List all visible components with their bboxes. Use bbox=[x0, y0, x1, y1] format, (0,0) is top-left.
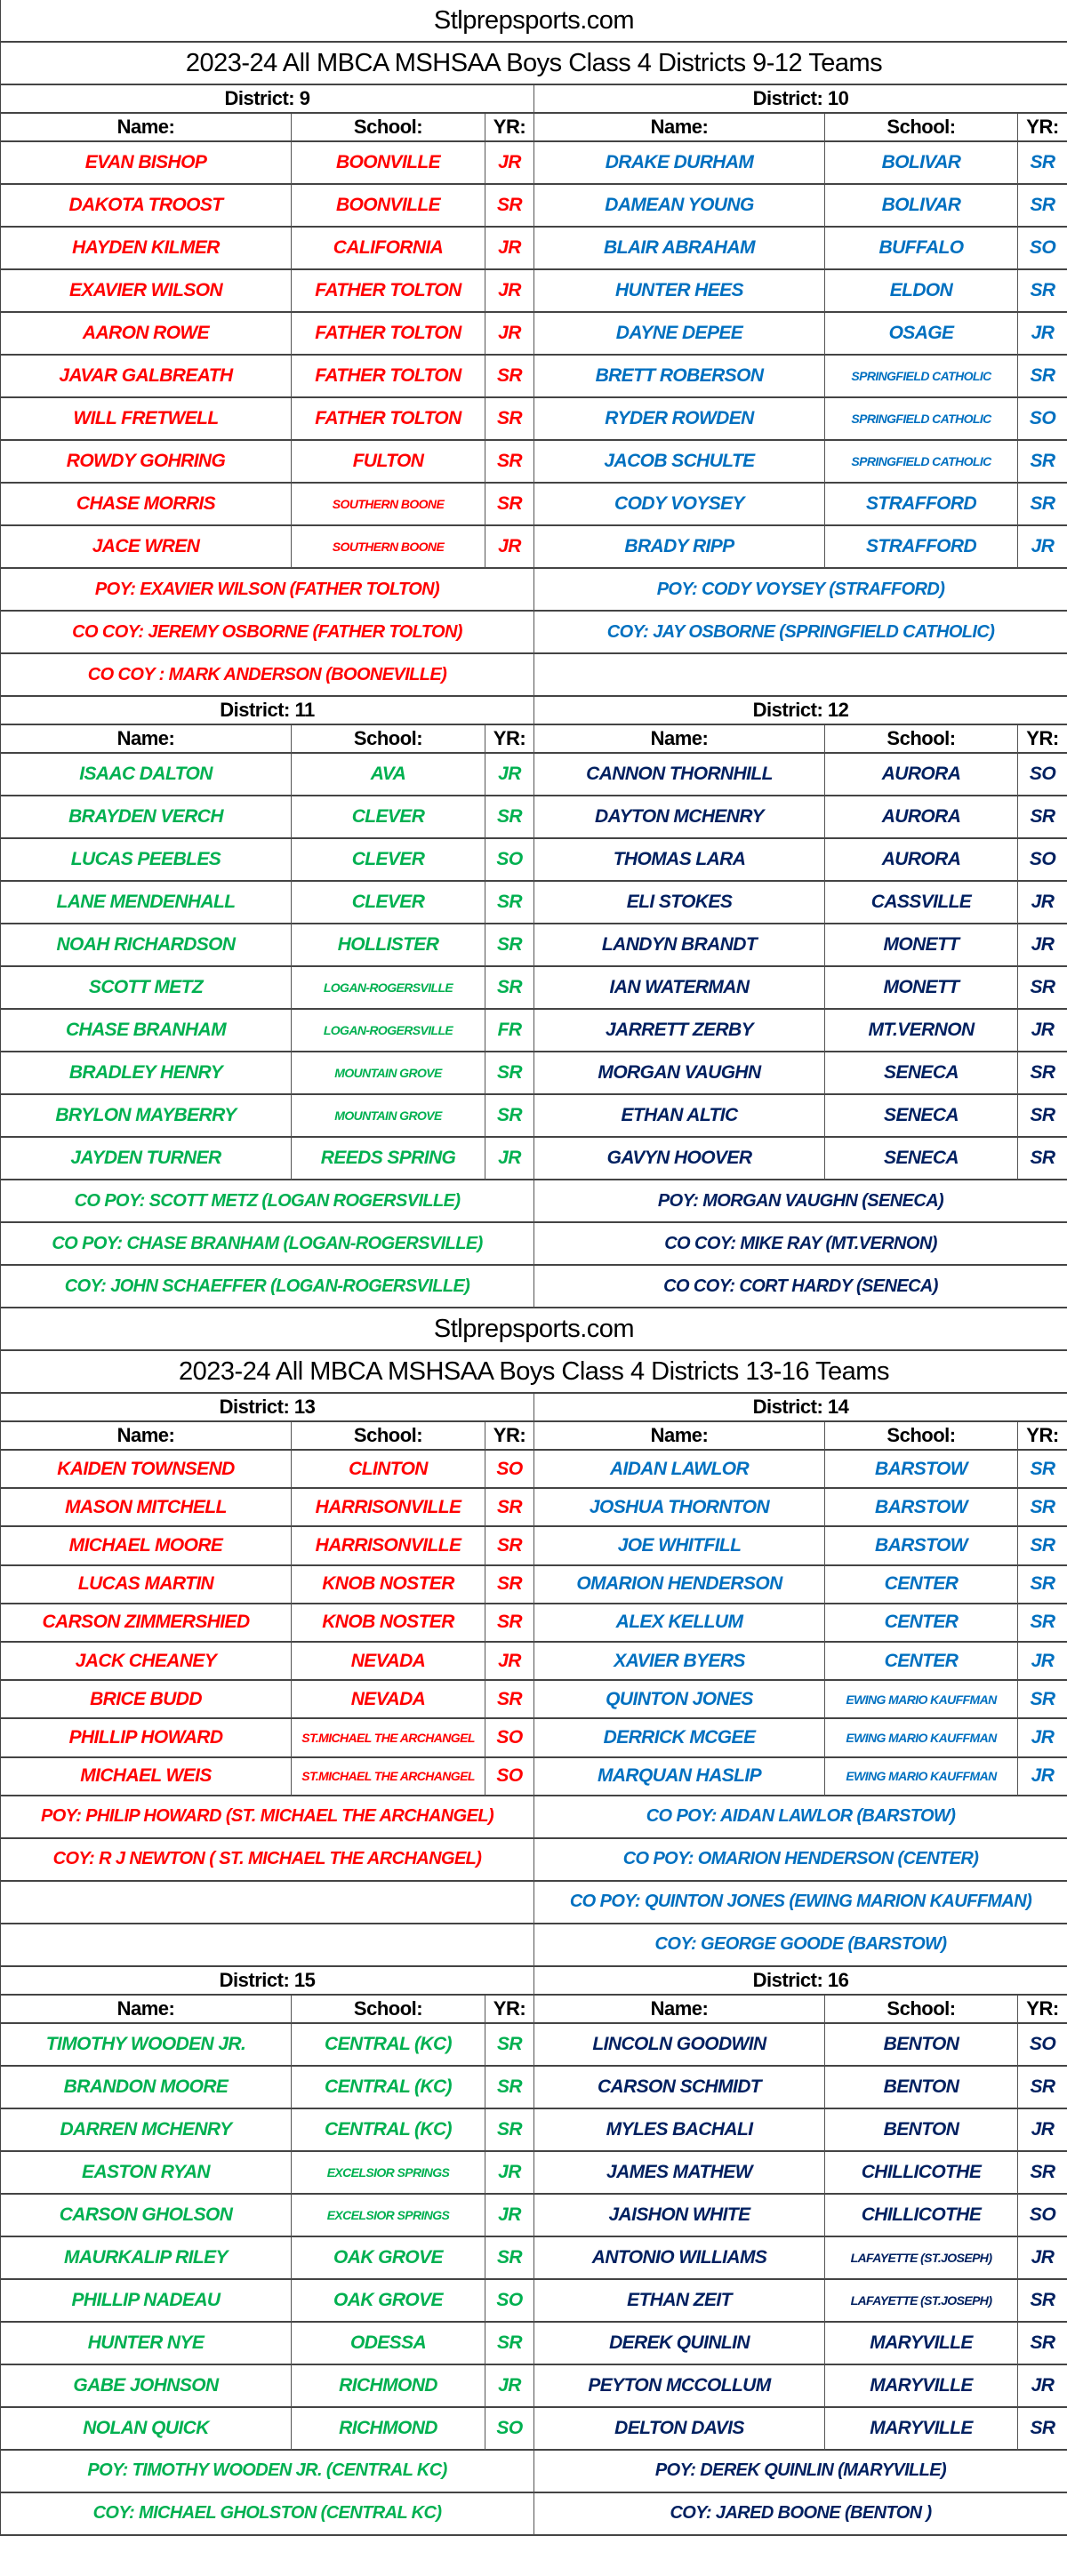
player-school: CLEVER bbox=[292, 796, 485, 839]
award-line: POY: MORGAN VAUGHN (SENECA) bbox=[534, 1180, 1067, 1223]
player-name: XAVIER BYERS bbox=[534, 1643, 825, 1681]
player-year: SR bbox=[1018, 2408, 1067, 2451]
award-line: POY: CODY VOYSEY (STRAFFORD) bbox=[534, 569, 1067, 612]
player-year: JR bbox=[485, 270, 534, 313]
player-year: SR bbox=[1018, 441, 1067, 484]
column-header-name: Name: bbox=[534, 1422, 825, 1451]
column-header-name: Name: bbox=[1, 725, 292, 754]
award-line: CO COY: CORT HARDY (SENECA) bbox=[534, 1266, 1067, 1308]
district-header: District: 13 bbox=[1, 1394, 534, 1422]
player-name: PHILLIP HOWARD bbox=[1, 1719, 292, 1757]
player-year: SR bbox=[485, 1489, 534, 1527]
player-name: PHILLIP NADEAU bbox=[1, 2280, 292, 2323]
player-school: BOONVILLE bbox=[292, 185, 485, 228]
player-year: SR bbox=[485, 924, 534, 967]
district-header: District: 16 bbox=[534, 1967, 1067, 1996]
player-school: LAFAYETTE (ST.JOSEPH) bbox=[825, 2237, 1018, 2280]
player-school: SPRINGFIELD CATHOLIC bbox=[825, 398, 1018, 441]
player-school: ST.MICHAEL THE ARCHANGEL bbox=[292, 1758, 485, 1796]
player-school: LAFAYETTE (ST.JOSEPH) bbox=[825, 2280, 1018, 2323]
player-name: QUINTON JONES bbox=[534, 1681, 825, 1719]
player-school: SPRINGFIELD CATHOLIC bbox=[825, 441, 1018, 484]
player-school: OAK GROVE bbox=[292, 2237, 485, 2280]
player-year: SR bbox=[485, 185, 534, 228]
player-year: JR bbox=[1018, 526, 1067, 569]
player-school: EWING MARIO KAUFFMAN bbox=[825, 1719, 1018, 1757]
player-school: EWING MARIO KAUFFMAN bbox=[825, 1758, 1018, 1796]
player-name: DEREK QUINLIN bbox=[534, 2323, 825, 2365]
player-year: JR bbox=[1018, 1758, 1067, 1796]
district-header: District: 15 bbox=[1, 1967, 534, 1996]
player-name: DAMEAN YOUNG bbox=[534, 185, 825, 228]
column-header-name: Name: bbox=[1, 1422, 292, 1451]
player-school: OAK GROVE bbox=[292, 2280, 485, 2323]
player-school: CENTRAL (KC) bbox=[292, 2024, 485, 2067]
player-name: TIMOTHY WOODEN JR. bbox=[1, 2024, 292, 2067]
player-year: JR bbox=[1018, 924, 1067, 967]
award-line: POY: EXAVIER WILSON (FATHER TOLTON) bbox=[1, 569, 534, 612]
player-year: JR bbox=[1018, 2365, 1067, 2408]
player-name: BRETT ROBERSON bbox=[534, 356, 825, 398]
player-year: SR bbox=[485, 882, 534, 924]
player-school: BOLIVAR bbox=[825, 142, 1018, 185]
player-year: SR bbox=[1018, 1527, 1067, 1565]
player-name: OMARION HENDERSON bbox=[534, 1566, 825, 1604]
player-school: LOGAN-ROGERSVILLE bbox=[292, 967, 485, 1010]
player-school: CENTRAL (KC) bbox=[292, 2067, 485, 2109]
player-name: DAKOTA TROOST bbox=[1, 185, 292, 228]
player-school: HOLLISTER bbox=[292, 924, 485, 967]
award-line: CO COY: MIKE RAY (MT.VERNON) bbox=[534, 1223, 1067, 1266]
player-school: HARRISONVILLE bbox=[292, 1489, 485, 1527]
district-header: District: 9 bbox=[1, 85, 534, 114]
column-header-yr: YR: bbox=[1018, 1996, 1067, 2024]
player-year: JR bbox=[485, 142, 534, 185]
award-line: CO COY : MARK ANDERSON (BOONEVILLE) bbox=[1, 654, 534, 697]
player-name: MICHAEL MOORE bbox=[1, 1527, 292, 1565]
player-school: CLEVER bbox=[292, 882, 485, 924]
player-name: GABE JOHNSON bbox=[1, 2365, 292, 2408]
player-school: BUFFALO bbox=[825, 228, 1018, 270]
player-school: CLEVER bbox=[292, 839, 485, 882]
player-school: HARRISONVILLE bbox=[292, 1527, 485, 1565]
player-name: ROWDY GOHRING bbox=[1, 441, 292, 484]
player-name: HUNTER NYE bbox=[1, 2323, 292, 2365]
player-name: LUCAS MARTIN bbox=[1, 1566, 292, 1604]
player-year: SR bbox=[485, 2024, 534, 2067]
column-header-school: School: bbox=[825, 725, 1018, 754]
award-line bbox=[534, 654, 1067, 697]
player-name: MASON MITCHELL bbox=[1, 1489, 292, 1527]
player-school: REEDS SPRING bbox=[292, 1138, 485, 1180]
player-school: ST.MICHAEL THE ARCHANGEL bbox=[292, 1719, 485, 1757]
player-name: JOSHUA THORNTON bbox=[534, 1489, 825, 1527]
player-year: SO bbox=[485, 1719, 534, 1757]
player-year: SR bbox=[1018, 1052, 1067, 1095]
player-year: SR bbox=[1018, 484, 1067, 526]
player-year: JR bbox=[1018, 313, 1067, 356]
player-school: EWING MARIO KAUFFMAN bbox=[825, 1681, 1018, 1719]
award-line: POY: TIMOTHY WOODEN JR. (CENTRAL KC) bbox=[1, 2451, 534, 2493]
player-year: SR bbox=[485, 484, 534, 526]
player-name: CARSON GHOLSON bbox=[1, 2195, 292, 2237]
player-name: ELI STOKES bbox=[534, 882, 825, 924]
district-pair-table bbox=[1, 85, 1067, 697]
column-header-yr: YR: bbox=[1018, 725, 1067, 754]
player-year: SO bbox=[1018, 839, 1067, 882]
player-year: SO bbox=[1018, 228, 1067, 270]
player-name: LANDYN BRANDT bbox=[534, 924, 825, 967]
player-year: SO bbox=[485, 2408, 534, 2451]
player-school: CENTER bbox=[825, 1566, 1018, 1604]
sheet-title: 2023-24 All MBCA MSHSAA Boys Class 4 Districts 9-12 Teams bbox=[1, 43, 1067, 85]
player-school: BENTON bbox=[825, 2024, 1018, 2067]
player-name: EVAN BISHOP bbox=[1, 142, 292, 185]
award-line: CO POY: SCOTT METZ (LOGAN ROGERSVILLE) bbox=[1, 1180, 534, 1223]
district-pair-table bbox=[1, 697, 1067, 1308]
column-header-name: Name: bbox=[534, 1996, 825, 2024]
player-school: KNOB NOSTER bbox=[292, 1604, 485, 1643]
player-name: HUNTER HEES bbox=[534, 270, 825, 313]
player-year: SO bbox=[1018, 754, 1067, 796]
player-name: MORGAN VAUGHN bbox=[534, 1052, 825, 1095]
player-year: JR bbox=[485, 2365, 534, 2408]
player-school: SENECA bbox=[825, 1138, 1018, 1180]
player-school: CHILLICOTHE bbox=[825, 2152, 1018, 2195]
player-school: SENECA bbox=[825, 1052, 1018, 1095]
player-year: JR bbox=[485, 1643, 534, 1681]
player-name: ETHAN ZEIT bbox=[534, 2280, 825, 2323]
player-school: MOUNTAIN GROVE bbox=[292, 1052, 485, 1095]
player-name: AARON ROWE bbox=[1, 313, 292, 356]
player-school: OSAGE bbox=[825, 313, 1018, 356]
player-school: MONETT bbox=[825, 967, 1018, 1010]
player-name: GAVYN HOOVER bbox=[534, 1138, 825, 1180]
player-school: BENTON bbox=[825, 2067, 1018, 2109]
district-header: District: 14 bbox=[534, 1394, 1067, 1422]
column-header-yr: YR: bbox=[485, 1422, 534, 1451]
player-name: JOE WHITFILL bbox=[534, 1527, 825, 1565]
player-name: LANE MENDENHALL bbox=[1, 882, 292, 924]
district-header: District: 10 bbox=[534, 85, 1067, 114]
player-school: FULTON bbox=[292, 441, 485, 484]
award-line: COY: JARED BOONE (BENTON ) bbox=[534, 2493, 1067, 2536]
player-school: BARSTOW bbox=[825, 1451, 1018, 1489]
player-year: SR bbox=[1018, 1566, 1067, 1604]
player-year: SR bbox=[1018, 270, 1067, 313]
player-school: SENECA bbox=[825, 1095, 1018, 1138]
player-year: SR bbox=[485, 2237, 534, 2280]
player-year: SR bbox=[485, 1095, 534, 1138]
column-header-school: School: bbox=[292, 1996, 485, 2024]
award-line: CO POY: OMARION HENDERSON (CENTER) bbox=[534, 1839, 1067, 1882]
player-year: SR bbox=[485, 2067, 534, 2109]
column-header-yr: YR: bbox=[1018, 1422, 1067, 1451]
player-school: MARYVILLE bbox=[825, 2323, 1018, 2365]
player-name: DAYNE DEPEE bbox=[534, 313, 825, 356]
player-school: FATHER TOLTON bbox=[292, 398, 485, 441]
player-school: CLINTON bbox=[292, 1451, 485, 1489]
award-line: POY: PHILIP HOWARD (ST. MICHAEL THE ARCHANGEL) bbox=[1, 1796, 534, 1839]
player-name: HAYDEN KILMER bbox=[1, 228, 292, 270]
player-name: WILL FRETWELL bbox=[1, 398, 292, 441]
player-year: JR bbox=[485, 313, 534, 356]
player-year: SR bbox=[1018, 356, 1067, 398]
player-name: BRANDON MOORE bbox=[1, 2067, 292, 2109]
player-school: AURORA bbox=[825, 754, 1018, 796]
player-year: SO bbox=[485, 1451, 534, 1489]
player-year: SR bbox=[485, 1604, 534, 1643]
player-name: CHASE MORRIS bbox=[1, 484, 292, 526]
player-year: JR bbox=[485, 754, 534, 796]
player-school: FATHER TOLTON bbox=[292, 356, 485, 398]
player-name: JARRETT ZERBY bbox=[534, 1010, 825, 1052]
player-year: SR bbox=[485, 967, 534, 1010]
player-name: CHASE BRANHAM bbox=[1, 1010, 292, 1052]
player-year: JR bbox=[1018, 2109, 1067, 2152]
player-year: SR bbox=[485, 398, 534, 441]
player-school: MONETT bbox=[825, 924, 1018, 967]
player-year: SR bbox=[1018, 1604, 1067, 1643]
award-line: COY: MICHAEL GHOLSTON (CENTRAL KC) bbox=[1, 2493, 534, 2536]
player-name: AIDAN LAWLOR bbox=[534, 1451, 825, 1489]
player-name: LUCAS PEEBLES bbox=[1, 839, 292, 882]
district-pair-table bbox=[1, 1394, 1067, 1967]
column-header-school: School: bbox=[292, 114, 485, 142]
player-year: JR bbox=[1018, 1719, 1067, 1757]
player-school: BARSTOW bbox=[825, 1489, 1018, 1527]
player-school: MARYVILLE bbox=[825, 2408, 1018, 2451]
player-school: CHILLICOTHE bbox=[825, 2195, 1018, 2237]
player-name: CARSON SCHMIDT bbox=[534, 2067, 825, 2109]
player-year: SR bbox=[1018, 142, 1067, 185]
award-line bbox=[1, 1882, 534, 1924]
column-header-yr: YR: bbox=[485, 1996, 534, 2024]
district-header: District: 11 bbox=[1, 697, 534, 725]
player-name: BRICE BUDD bbox=[1, 1681, 292, 1719]
player-year: SR bbox=[485, 1527, 534, 1565]
player-year: JR bbox=[1018, 1643, 1067, 1681]
player-school: EXCELSIOR SPRINGS bbox=[292, 2152, 485, 2195]
player-year: SR bbox=[1018, 185, 1067, 228]
player-name: IAN WATERMAN bbox=[534, 967, 825, 1010]
player-school: BENTON bbox=[825, 2109, 1018, 2152]
player-name: MARQUAN HASLIP bbox=[534, 1758, 825, 1796]
player-year: SO bbox=[485, 839, 534, 882]
player-name: ISAAC DALTON bbox=[1, 754, 292, 796]
district-pair-table bbox=[1, 1967, 1067, 2536]
player-name: LINCOLN GOODWIN bbox=[534, 2024, 825, 2067]
player-year: SO bbox=[485, 1758, 534, 1796]
player-school: STRAFFORD bbox=[825, 484, 1018, 526]
player-name: JACOB SCHULTE bbox=[534, 441, 825, 484]
player-year: SO bbox=[1018, 398, 1067, 441]
player-name: CODY VOYSEY bbox=[534, 484, 825, 526]
player-school: CALIFORNIA bbox=[292, 228, 485, 270]
player-name: RYDER ROWDEN bbox=[534, 398, 825, 441]
player-name: BRADLEY HENRY bbox=[1, 1052, 292, 1095]
player-school: ELDON bbox=[825, 270, 1018, 313]
player-year: SR bbox=[1018, 1451, 1067, 1489]
player-year: JR bbox=[485, 2152, 534, 2195]
player-year: SR bbox=[1018, 796, 1067, 839]
player-year: SR bbox=[1018, 2067, 1067, 2109]
player-name: ALEX KELLUM bbox=[534, 1604, 825, 1643]
player-school: EXCELSIOR SPRINGS bbox=[292, 2195, 485, 2237]
player-school: AVA bbox=[292, 754, 485, 796]
player-school: CENTER bbox=[825, 1643, 1018, 1681]
player-year: SR bbox=[1018, 2280, 1067, 2323]
player-name: EASTON RYAN bbox=[1, 2152, 292, 2195]
player-year: JR bbox=[1018, 882, 1067, 924]
player-school: MARYVILLE bbox=[825, 2365, 1018, 2408]
player-year: SR bbox=[1018, 1681, 1067, 1719]
column-header-school: School: bbox=[825, 1996, 1018, 2024]
player-school: BOONVILLE bbox=[292, 142, 485, 185]
player-name: SCOTT METZ bbox=[1, 967, 292, 1010]
award-line: COY: JAY OSBORNE (SPRINGFIELD CATHOLIC) bbox=[534, 612, 1067, 654]
player-school: BOLIVAR bbox=[825, 185, 1018, 228]
column-header-school: School: bbox=[292, 1422, 485, 1451]
player-school: MT.VERNON bbox=[825, 1010, 1018, 1052]
player-name: JAYDEN TURNER bbox=[1, 1138, 292, 1180]
player-year: JR bbox=[485, 2195, 534, 2237]
award-line: COY: R J NEWTON ( ST. MICHAEL THE ARCHANGEL) bbox=[1, 1839, 534, 1882]
award-line bbox=[1, 1924, 534, 1967]
player-name: MAURKALIP RILEY bbox=[1, 2237, 292, 2280]
player-school: CENTRAL (KC) bbox=[292, 2109, 485, 2152]
player-school: CASSVILLE bbox=[825, 882, 1018, 924]
player-year: SR bbox=[485, 1566, 534, 1604]
award-line: CO POY: CHASE BRANHAM (LOGAN-ROGERSVILLE) bbox=[1, 1223, 534, 1266]
player-year: JR bbox=[1018, 2237, 1067, 2280]
player-year: SR bbox=[1018, 1138, 1067, 1180]
player-year: SR bbox=[1018, 2152, 1067, 2195]
player-name: JACK CHEANEY bbox=[1, 1643, 292, 1681]
player-school: NEVADA bbox=[292, 1643, 485, 1681]
player-name: DRAKE DURHAM bbox=[534, 142, 825, 185]
player-year: SR bbox=[1018, 1489, 1067, 1527]
player-school: AURORA bbox=[825, 796, 1018, 839]
column-header-name: Name: bbox=[534, 114, 825, 142]
player-name: DELTON DAVIS bbox=[534, 2408, 825, 2451]
player-name: EXAVIER WILSON bbox=[1, 270, 292, 313]
player-school: LOGAN-ROGERSVILLE bbox=[292, 1010, 485, 1052]
player-name: JAMES MATHEW bbox=[534, 2152, 825, 2195]
player-name: CANNON THORNHILL bbox=[534, 754, 825, 796]
player-school: RICHMOND bbox=[292, 2365, 485, 2408]
column-header-yr: YR: bbox=[485, 725, 534, 754]
player-school: BARSTOW bbox=[825, 1527, 1018, 1565]
district-header: District: 12 bbox=[534, 697, 1067, 725]
player-school: NEVADA bbox=[292, 1681, 485, 1719]
player-school: MOUNTAIN GROVE bbox=[292, 1095, 485, 1138]
player-school: FATHER TOLTON bbox=[292, 313, 485, 356]
player-name: JAISHON WHITE bbox=[534, 2195, 825, 2237]
player-school: RICHMOND bbox=[292, 2408, 485, 2451]
player-name: BRAYDEN VERCH bbox=[1, 796, 292, 839]
player-school: AURORA bbox=[825, 839, 1018, 882]
player-name: DARREN MCHENRY bbox=[1, 2109, 292, 2152]
award-line: CO POY: AIDAN LAWLOR (BARSTOW) bbox=[534, 1796, 1067, 1839]
player-name: ETHAN ALTIC bbox=[534, 1095, 825, 1138]
player-year: JR bbox=[485, 1138, 534, 1180]
site-banner: Stlprepsports.com bbox=[1, 1308, 1067, 1351]
player-name: BRYLON MAYBERRY bbox=[1, 1095, 292, 1138]
player-name: JAVAR GALBREATH bbox=[1, 356, 292, 398]
player-school: SOUTHERN BOONE bbox=[292, 484, 485, 526]
player-year: SR bbox=[485, 441, 534, 484]
player-name: BRADY RIPP bbox=[534, 526, 825, 569]
player-school: FATHER TOLTON bbox=[292, 270, 485, 313]
player-year: SO bbox=[1018, 2195, 1067, 2237]
player-year: SR bbox=[1018, 2323, 1067, 2365]
player-name: CARSON ZIMMERSHIED bbox=[1, 1604, 292, 1643]
award-line: POY: DEREK QUINLIN (MARYVILLE) bbox=[534, 2451, 1067, 2493]
player-year: SR bbox=[485, 356, 534, 398]
player-name: BLAIR ABRAHAM bbox=[534, 228, 825, 270]
player-year: FR bbox=[485, 1010, 534, 1052]
player-name: ANTONIO WILLIAMS bbox=[534, 2237, 825, 2280]
award-line: COY: GEORGE GOODE (BARSTOW) bbox=[534, 1924, 1067, 1967]
player-school: CENTER bbox=[825, 1604, 1018, 1643]
player-year: JR bbox=[485, 526, 534, 569]
player-year: JR bbox=[485, 228, 534, 270]
player-year: SR bbox=[1018, 1095, 1067, 1138]
player-year: JR bbox=[1018, 1010, 1067, 1052]
column-header-yr: YR: bbox=[1018, 114, 1067, 142]
player-name: JACE WREN bbox=[1, 526, 292, 569]
player-name: NOLAN QUICK bbox=[1, 2408, 292, 2451]
player-name: PEYTON MCCOLLUM bbox=[534, 2365, 825, 2408]
column-header-name: Name: bbox=[534, 725, 825, 754]
player-year: SR bbox=[485, 796, 534, 839]
player-name: THOMAS LARA bbox=[534, 839, 825, 882]
player-school: ODESSA bbox=[292, 2323, 485, 2365]
player-school: STRAFFORD bbox=[825, 526, 1018, 569]
player-name: DERRICK MCGEE bbox=[534, 1719, 825, 1757]
player-school: KNOB NOSTER bbox=[292, 1566, 485, 1604]
player-name: KAIDEN TOWNSEND bbox=[1, 1451, 292, 1489]
column-header-school: School: bbox=[825, 114, 1018, 142]
player-school: SPRINGFIELD CATHOLIC bbox=[825, 356, 1018, 398]
player-year: SR bbox=[485, 2109, 534, 2152]
player-year: SR bbox=[1018, 967, 1067, 1010]
player-school: SOUTHERN BOONE bbox=[292, 526, 485, 569]
column-header-name: Name: bbox=[1, 114, 292, 142]
column-header-yr: YR: bbox=[485, 114, 534, 142]
award-line: CO COY: JEREMY OSBORNE (FATHER TOLTON) bbox=[1, 612, 534, 654]
column-header-name: Name: bbox=[1, 1996, 292, 2024]
award-line: CO POY: QUINTON JONES (EWING MARION KAUFFMAN) bbox=[534, 1882, 1067, 1924]
player-name: DAYTON MCHENRY bbox=[534, 796, 825, 839]
player-name: MYLES BACHALI bbox=[534, 2109, 825, 2152]
sheet-title: 2023-24 All MBCA MSHSAA Boys Class 4 Districts 13-16 Teams bbox=[1, 1351, 1067, 1394]
player-year: SR bbox=[485, 1052, 534, 1095]
player-year: SR bbox=[485, 1681, 534, 1719]
site-banner: Stlprepsports.com bbox=[1, 0, 1067, 43]
player-name: NOAH RICHARDSON bbox=[1, 924, 292, 967]
player-name: MICHAEL WEIS bbox=[1, 1758, 292, 1796]
column-header-school: School: bbox=[292, 725, 485, 754]
award-line: COY: JOHN SCHAEFFER (LOGAN-ROGERSVILLE) bbox=[1, 1266, 534, 1308]
player-year: SO bbox=[485, 2280, 534, 2323]
column-header-school: School: bbox=[825, 1422, 1018, 1451]
player-year: SR bbox=[485, 2323, 534, 2365]
player-year: SO bbox=[1018, 2024, 1067, 2067]
